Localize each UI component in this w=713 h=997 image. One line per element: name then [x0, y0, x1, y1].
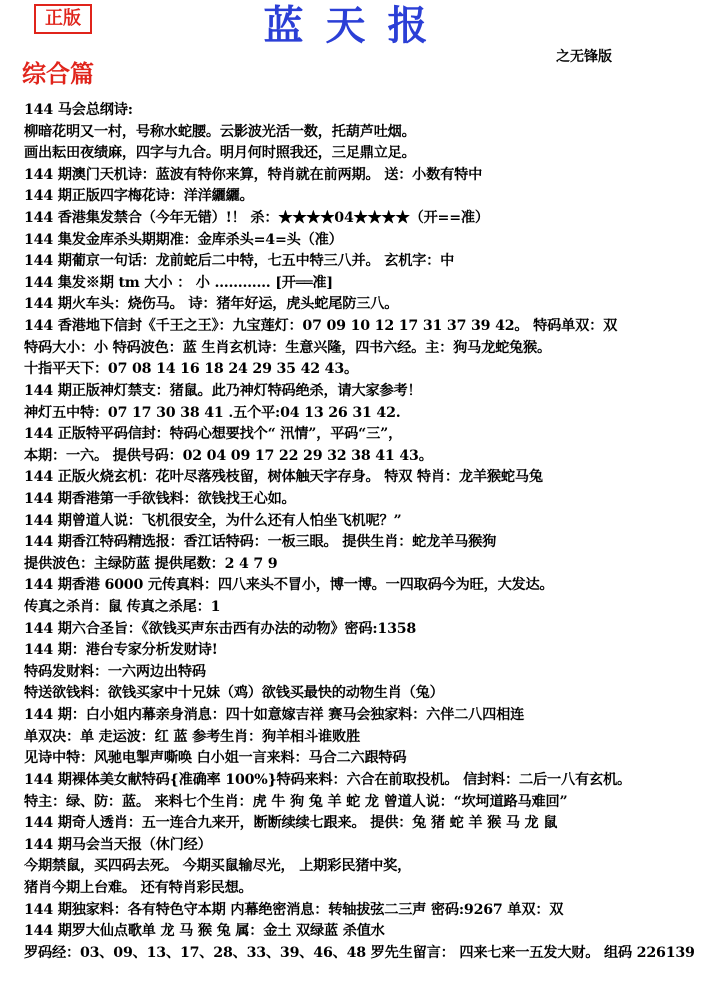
section-heading: 综合篇 — [22, 59, 94, 88]
text-line: 144 香港地下信封《千王之王》：九宝莲灯：07 09 10 12 17 31 37 39 42。 特码单双：双 — [24, 318, 618, 335]
authentic-edition-badge: 正版 — [34, 4, 92, 34]
text-line: 特码发财料：一六两边出特码 — [24, 663, 206, 680]
article-body — [24, 100, 710, 964]
text-line: 柳暗花明又一村，号称水蛇腰。云影波光活一数，托葫芦吐烟。 — [24, 123, 416, 140]
text-line: 144 期：白小姐内幕亲身消息：四十如意嫁吉祥 赛马会独家料：六伴二八四相连 — [24, 707, 525, 724]
text-line: 罗码经：03、09、13、17、28、33、39、46、48 罗先生留言： 四来七来一五发大财。 组码 226139 — [24, 944, 695, 961]
text-line: 144 期裸体美女献特码{准确率 100%}特码来料：六合在前取投机。 信封料：二后一八有玄机。 — [24, 771, 631, 788]
text-line: 144 期：港台专家分析发财诗! — [24, 642, 218, 659]
text-line: 提供波色：主绿防蓝 提供尾数：2 4 7 9 — [24, 555, 278, 572]
text-line: 神灯五中特：07 17 30 38 41 .五个平:04 13 26 31 42. — [24, 404, 401, 421]
text-line: 画出耘田夜绩麻，四字与九合。明月何时照我还，三足鼎立足。 — [24, 145, 416, 162]
text-line: 144 期葡京一句话：龙前蛇后二中特，七五中特三八并。 玄机字：中 — [24, 253, 455, 270]
text-line: 144 集发金库杀头期期准：金库杀头=4=头（准） — [24, 231, 343, 248]
text-line: 十指平天下：07 08 14 16 18 24 29 35 42 43。 — [24, 361, 359, 378]
page-title: 蓝天报 — [263, 2, 450, 49]
text-line: 144 期正版神灯禁支：猪鼠。此乃神灯特码绝杀，请大家参考！ — [24, 382, 422, 399]
text-line: 144 正版火烧玄机：花叶尽落残枝留，树体触天字存身。 特双 特肖：龙羊猴蛇马兔 — [24, 469, 543, 486]
text-line: 传真之杀肖：鼠 传真之杀尾：1 — [24, 599, 221, 616]
text-line: 特送欲钱料：欲钱买家中十兄妹（鸡）欲钱买最快的动物生肖（兔） — [24, 685, 444, 702]
text-line: 144 期奇人透肖：五一连合九来开，断断续续七跟来。 提供：兔 猪 蛇 羊 猴 马 龙 鼠 — [24, 815, 558, 832]
text-line: 144 期罗大仙点歌单 龙 马 猴 兔 属：金土 双绿蓝 杀值水 — [24, 923, 385, 940]
text-line: 144 期马会当天报（休门经） — [24, 836, 212, 853]
text-line: 144 期澳门天机诗：蓝波有特你来算，特肖就在前两期。 送：小数有特中 — [24, 166, 483, 183]
text-line: 猪肖今期上台难。 还有特肖彩民想。 — [24, 879, 253, 896]
text-line: 144 期香港第一手欲钱料：欲钱找王心如。 — [24, 490, 296, 507]
text-line: 特主：绿、防：蓝。 来料七个生肖：虎 牛 狗 兔 羊 蛇 龙 曾道人说：“坎坷道路马难回” — [24, 793, 568, 810]
text-line: 特码大小：小 特码波色：蓝 生肖玄机诗：生意兴隆，四书六经。主：狗马龙蛇兔猴。 — [24, 339, 552, 356]
text-line: 144 期香江特码精选报：香江话特码：一板三眼。 提供生肖：蛇龙羊马猴狗 — [24, 534, 497, 551]
text-line: 今期禁鼠，买四码去死。 今期买鼠输尽光， 上期彩民猪中奖， — [24, 858, 412, 875]
text-line: 144 香港集发禁合（今年无错）!！ 杀：★★★★04★★★★（开==准） — [24, 210, 489, 227]
text-line: 见诗中特：风驰电掣声嘶唤 白小姐一言来料：马合二六跟特码 — [24, 750, 407, 767]
text-line: 144 马会总纲诗: — [24, 102, 133, 118]
text-line: 144 正版特平码信封：特码心想要找个“ 汛情”，平码“三”， — [24, 426, 403, 443]
text-line: 144 期正版四字梅花诗：洋洋纚纚。 — [24, 188, 254, 205]
text-line: 144 期火车头：烧伤马。 诗：猪年好运，虎头蛇尾防三八。 — [24, 296, 399, 313]
text-line: 144 期香港 6000 元传真料：四八来头不冒小，博一博。一四取码今为旺，大发达。 — [24, 577, 554, 594]
text-line: 144 期六合圣旨：《欲钱买声东击西有办法的动物》密码:1358 — [24, 620, 417, 637]
edition-label: 之无锋版 — [556, 49, 612, 65]
text-line: 144 期独家料：各有特色守本期 内幕绝密消息：转轴拔弦二三声 密码:9267 单双：双 — [24, 901, 564, 918]
text-line: 单双决：单 走运波：红 蓝 参考生肖：狗羊相斗谁败胜 — [24, 728, 360, 745]
text-line: 本期：一六。 提供号码：02 04 09 17 22 29 32 38 41 43。 — [24, 447, 433, 464]
text-line: 144 集发※期 tm 大小 ： 小 ………… [开══准] — [24, 274, 333, 291]
text-line: 144 期曾道人说：飞机很安全，为什么还有人怕坐飞机呢？” — [24, 512, 402, 529]
